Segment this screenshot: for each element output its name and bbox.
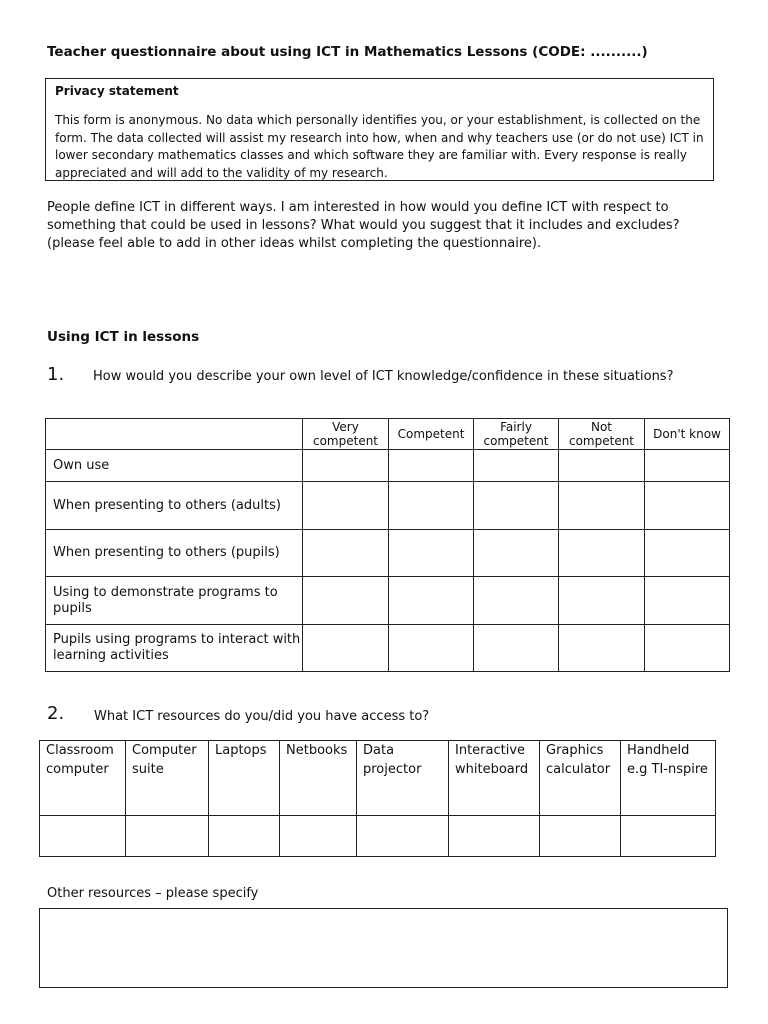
answer-cell[interactable] — [645, 482, 730, 530]
resource-header: Laptops — [209, 741, 280, 816]
intro-paragraph: People define ICT in different ways. I am interested in how would you define ICT with respect to something that could be used in lessons? What would you suggest that it includes and excludes? (please feel able to add in other ideas whilst completing the questionnaire). — [47, 200, 680, 251]
question-2-number: 2. — [47, 703, 65, 724]
answer-cell[interactable] — [389, 482, 474, 530]
column-header: Not competent — [559, 419, 645, 450]
answer-cell[interactable] — [474, 450, 559, 482]
resource-header: Classroom computer — [40, 741, 126, 816]
answer-cell[interactable] — [645, 450, 730, 482]
answer-cell[interactable] — [540, 816, 621, 857]
answer-cell[interactable] — [389, 577, 474, 625]
answer-cell[interactable] — [621, 816, 716, 857]
answer-cell[interactable] — [389, 625, 474, 672]
section-heading: Using ICT in lessons — [47, 329, 200, 345]
answer-cell[interactable] — [280, 816, 357, 857]
answer-cell[interactable] — [645, 625, 730, 672]
resource-header: Netbooks — [280, 741, 357, 816]
answer-cell[interactable] — [209, 816, 280, 857]
confidence-table — [45, 418, 730, 672]
privacy-statement-box — [45, 78, 714, 181]
answer-cell[interactable] — [40, 816, 126, 857]
answer-cell[interactable] — [389, 450, 474, 482]
question-2-text: What ICT resources do you/did you have access to? — [94, 709, 430, 724]
answer-cell[interactable] — [303, 625, 389, 672]
answer-cell[interactable] — [303, 450, 389, 482]
column-header: Competent — [389, 419, 474, 450]
row-label: Using to demonstrate programs to pupils — [46, 577, 303, 625]
resource-header: Data projector — [357, 741, 449, 816]
row-label: When presenting to others (adults) — [46, 482, 303, 530]
answer-cell[interactable] — [303, 530, 389, 577]
answer-cell[interactable] — [559, 625, 645, 672]
resource-header: Interactive whiteboard — [449, 741, 540, 816]
other-resources-field[interactable] — [39, 908, 728, 988]
resource-header: Computer suite — [126, 741, 209, 816]
table-corner-cell — [46, 419, 303, 450]
question-1-number: 1. — [47, 364, 65, 385]
answer-cell[interactable] — [559, 450, 645, 482]
column-header: Don't know — [645, 419, 730, 450]
resources-table — [39, 740, 716, 857]
answer-cell[interactable] — [474, 482, 559, 530]
answer-cell[interactable] — [126, 816, 209, 857]
resource-header: Graphics calculator — [540, 741, 621, 816]
answer-cell[interactable] — [559, 482, 645, 530]
column-header: Very competent — [303, 419, 389, 450]
answer-cell[interactable] — [474, 577, 559, 625]
row-label: Pupils using programs to interact with learning activities — [46, 625, 303, 672]
resource-header: Handheld e.g TI-nspire — [621, 741, 716, 816]
question-1-text: How would you describe your own level of ICT knowledge/confidence in these situations? — [93, 369, 674, 384]
privacy-heading: Privacy statement — [55, 84, 179, 98]
answer-cell[interactable] — [474, 625, 559, 672]
row-label: When presenting to others (pupils) — [46, 530, 303, 577]
answer-cell[interactable] — [357, 816, 449, 857]
answer-cell[interactable] — [474, 530, 559, 577]
answer-cell[interactable] — [449, 816, 540, 857]
answer-cell[interactable] — [559, 530, 645, 577]
other-resources-label: Other resources – please specify — [47, 886, 259, 901]
answer-cell[interactable] — [559, 577, 645, 625]
column-header: Fairly competent — [474, 419, 559, 450]
page-title: Teacher questionnaire about using ICT in Mathematics Lessons (CODE: ..........) — [47, 44, 648, 60]
answer-cell[interactable] — [645, 577, 730, 625]
answer-cell[interactable] — [645, 530, 730, 577]
answer-cell[interactable] — [389, 530, 474, 577]
answer-cell[interactable] — [303, 482, 389, 530]
privacy-text: This form is anonymous. No data which personally identifies you, or your establishment, is collected on the form. The data collected will assist my research into how, when and why teachers use (or do not use) ICT in lower secondary mathematics classes and which software they are familiar with. Every response is really appreciated and will add to the validity of my research. — [55, 113, 704, 180]
answer-cell[interactable] — [303, 577, 389, 625]
row-label: Own use — [46, 450, 303, 482]
